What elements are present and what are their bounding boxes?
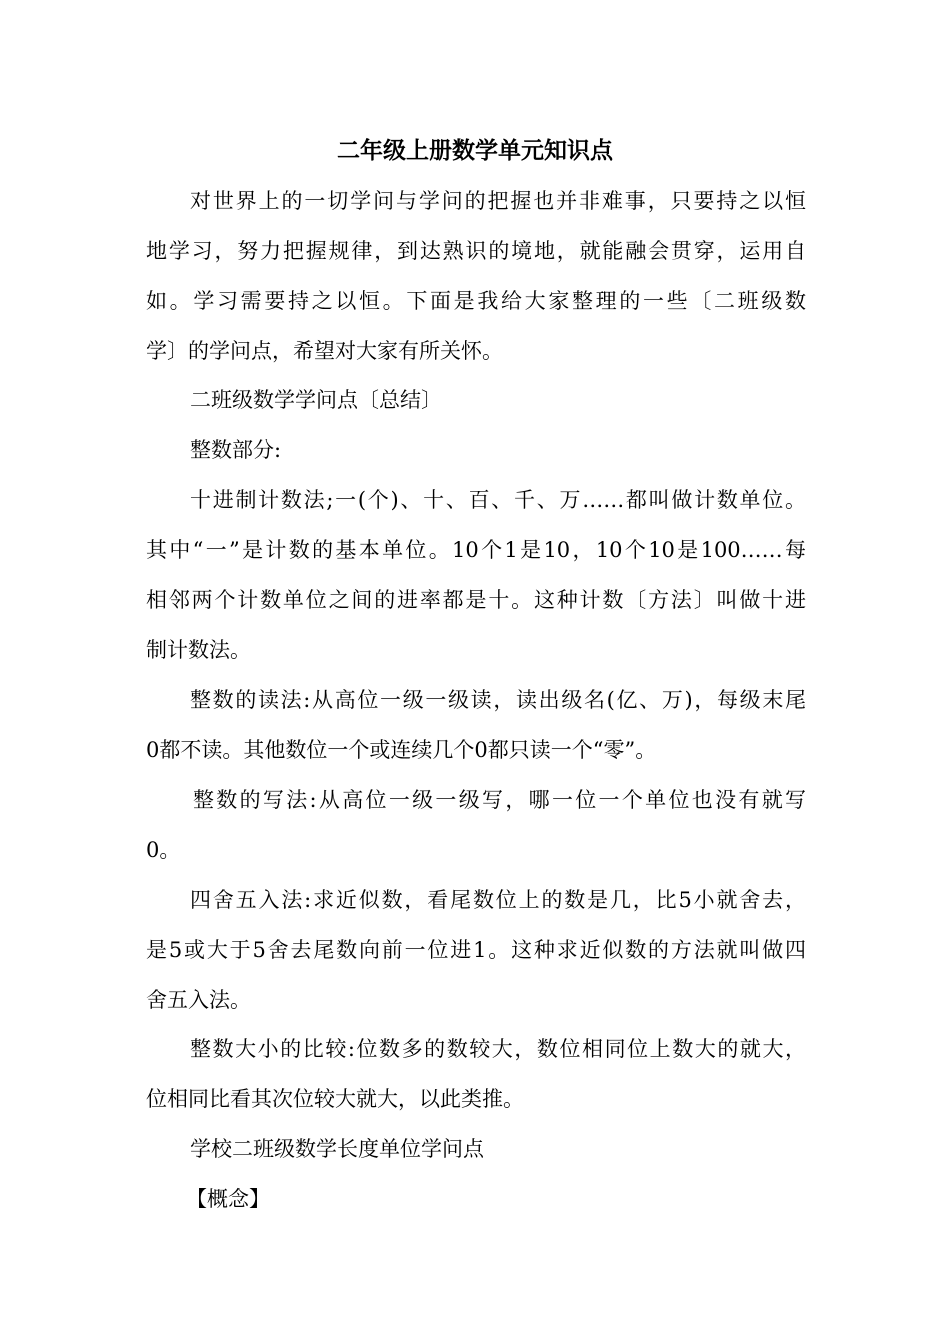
- paragraph-line: 其中“一”是计数的基本单位。10个1是10，10个10是100……每: [146, 538, 806, 562]
- paragraph-line: 对世界上的一切学问与学问的把握也并非难事，只要持之以恒: [190, 189, 806, 213]
- paragraph-line: 四舍五入法:求近似数，看尾数位上的数是几，比5小就舍去，: [190, 888, 806, 912]
- section-heading: 整数部分:: [190, 438, 282, 462]
- paragraph-line: 相邻两个计数单位之间的进率都是十。这种计数〔方法〕叫做十进: [146, 588, 806, 612]
- paragraph-line: 舍五入法。: [146, 988, 251, 1012]
- paragraph-line: 0。: [146, 838, 181, 862]
- paragraph-line: 是5或大于5舍去尾数向前一位进1。这种求近似数的方法就叫做四: [146, 938, 806, 962]
- paragraph-line: 0都不读。其他数位一个或连续几个0都只读一个“零”。: [146, 738, 657, 762]
- section-heading: 学校二班级数学长度单位学问点: [190, 1137, 484, 1161]
- paragraph-line: 地学习，努力把握规律，到达熟识的境地，就能融会贯穿，运用自: [146, 239, 806, 263]
- paragraph-line: 整数的写法:从高位一级一级写，哪一位一个单位也没有就写: [193, 788, 806, 812]
- document-title: 二年级上册数学单元知识点: [337, 137, 613, 164]
- paragraph-line: 制计数法。: [146, 638, 251, 662]
- paragraph-line: 整数的读法:从高位一级一级读，读出级名(亿、万)，每级末尾: [190, 688, 806, 712]
- section-heading: 二班级数学学问点〔总结〕: [190, 388, 442, 412]
- paragraph-line: 十进制计数法;一(个)、十、百、千、万……都叫做计数单位。: [190, 488, 806, 512]
- paragraph-line: 学〕的学问点，希望对大家有所关怀。: [146, 339, 503, 363]
- concept-heading: 【概念】: [186, 1187, 270, 1211]
- paragraph-line: 整数大小的比较:位数多的数较大，数位相同位上数大的就大，: [190, 1037, 806, 1061]
- paragraph-line: 位相同比看其次位较大就大，以此类推。: [146, 1087, 524, 1111]
- paragraph-line: 如。学习需要持之以恒。下面是我给大家整理的一些〔二班级数: [146, 289, 806, 313]
